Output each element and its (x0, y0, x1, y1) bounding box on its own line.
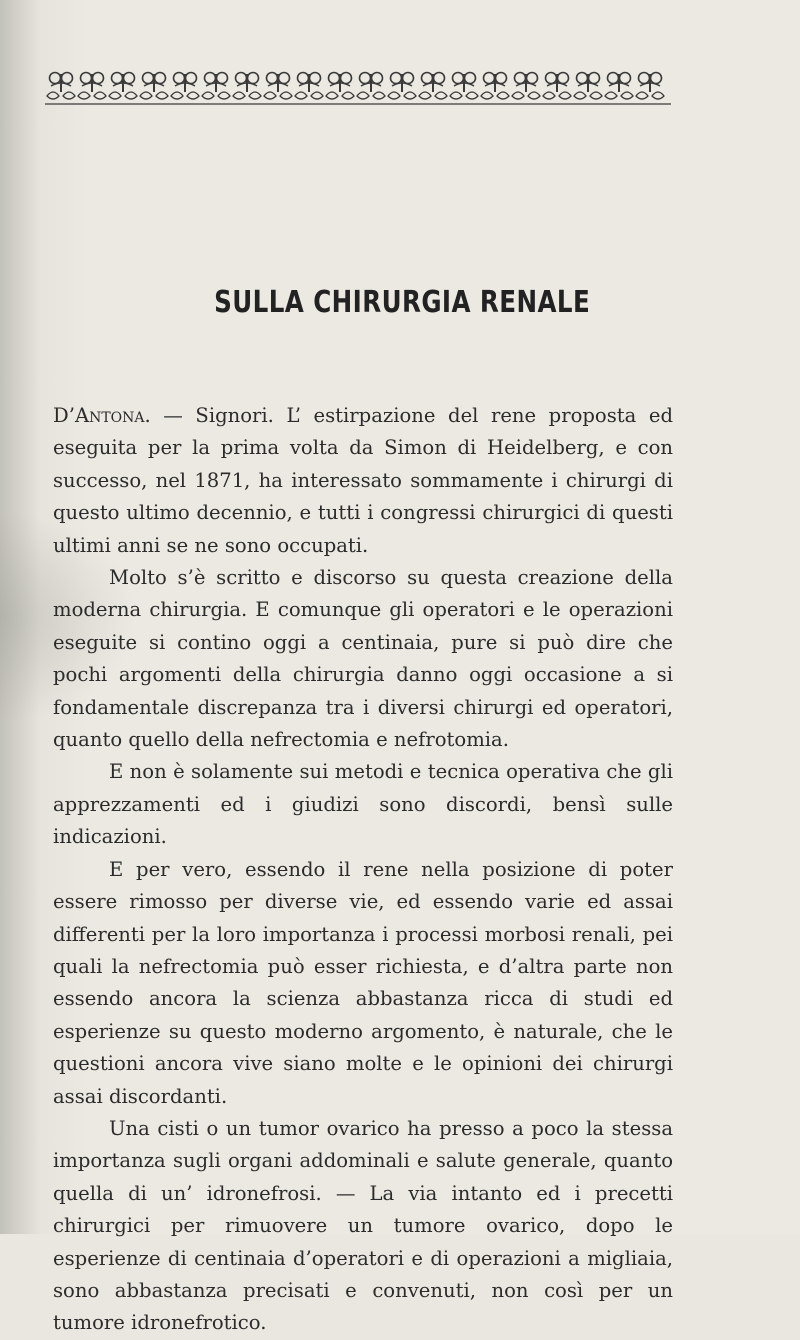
speaker-name: D’Antona. (53, 404, 151, 427)
paragraph-1 (53, 400, 673, 562)
paragraph-5: Una cisti o un tumor ovarico ha presso a poco la stessa importanza sugli organi addominali e salute generale, quanto quella di un’ idronefrosi. — La via intanto ed i precetti chirurgici per rimuovere un tumore ovarico, dopo le esperienze di centinaia d’operatori e di operazioni a migliaia, sono abbastanza precisati e convenuti, non così per un tumore idronefrotico. (53, 1116, 673, 1335)
paragraph-3: E non è solamente sui metodi e tecnica operativa che gli apprezzamenti ed i giudizi sono discordi, bensì sulle indicazioni. (53, 760, 673, 849)
page-title: SULLA CHIRURGIA RENALE (214, 285, 591, 320)
paragraph-text: — Signori. L’ estirpazione del rene proposta ed eseguita per la prima volta da Simon di Heidelberg, e con successo, nel 1871, ha interessato sommamente i chirurgi di questo ultimo decennio, e tutti i congressi chirurgici di questi ultimi anni se ne sono occupati. (53, 404, 673, 557)
decorative-border-ornament (45, 66, 671, 106)
article-body (53, 400, 673, 1340)
paragraph-2: Molto s’è scritto e discorso su questa creazione della moderna chirurgia. E comunque gli operatori e le operazioni eseguite si contino oggi a centinaia, pure si può dire che pochi argomenti della chirurgia danno oggi occasione a si fondamentale discrepanza tra i diversi chirurgi ed operatori, quanto quello della nefrectomia e nefrotomia. (53, 566, 673, 752)
paragraph-4: E per vero, essendo il rene nella posizione di poter essere rimosso per diverse vie, ed essendo varie ed assai differenti per la loro importanza i processi morbosi renali, pei quali la nefrectomia può esser richiesta, e d’altra parte non essendo ancora la scienza abbastanza ricca di studi ed esperienze su questo moderno argomento, è naturale, che le questioni ancora vive siano molte e le opinioni dei chirurgi assai discordanti. (53, 857, 673, 1108)
